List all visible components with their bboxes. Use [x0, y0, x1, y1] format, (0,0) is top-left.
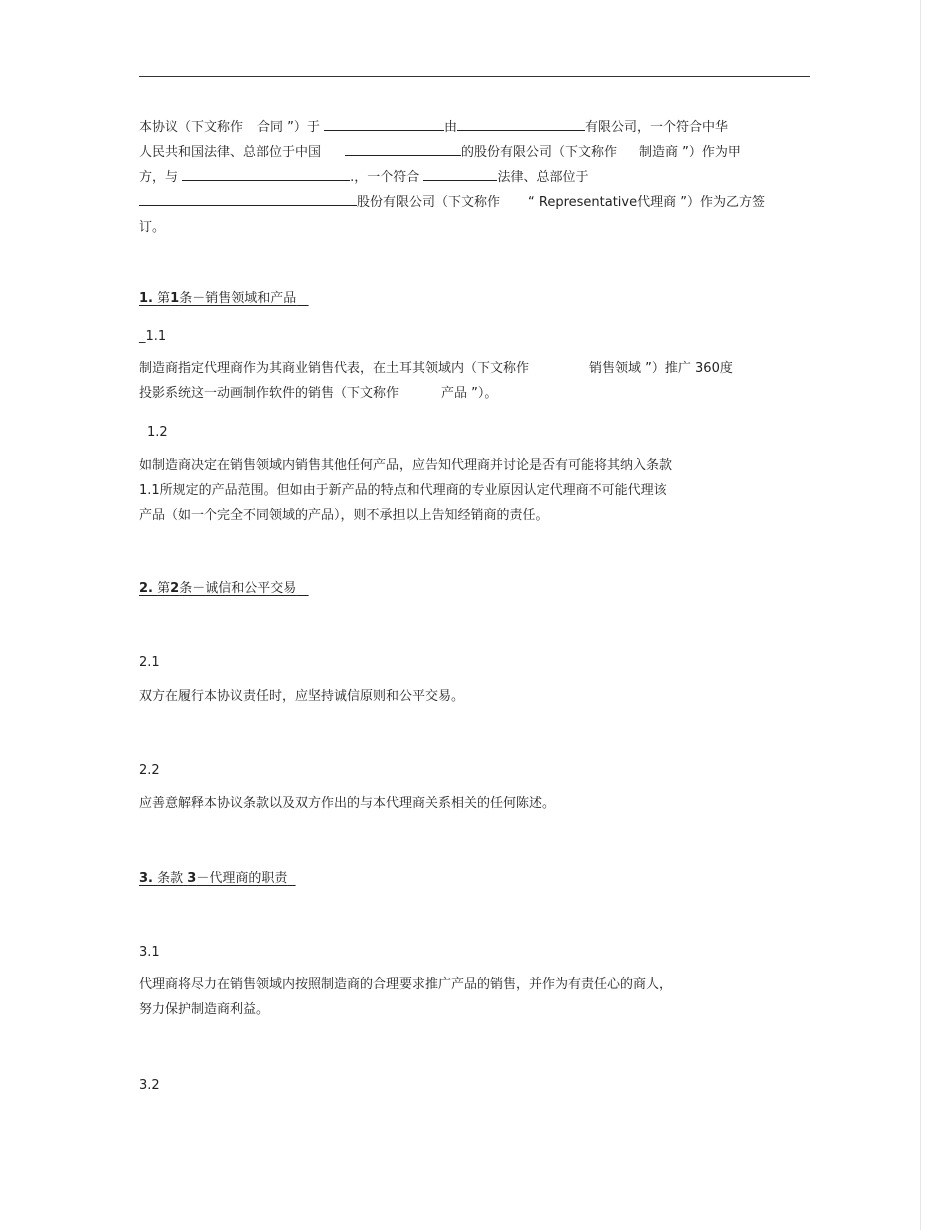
- preamble-text: 有限公司，一个符合中华: [585, 120, 729, 135]
- clause-3-2-number: 3.2: [139, 1078, 160, 1093]
- preamble-text: “ Representative代理商 ”）作为乙方签: [528, 195, 765, 210]
- clause-line: 如制造商决定在销售领域内销售其他任何产品，应告知代理商并讨论是否有可能将其纳入条款: [139, 458, 673, 473]
- clause-2-1-number: 2.1: [139, 655, 160, 670]
- heading-number: 3.: [139, 871, 153, 886]
- preamble-paragraph: [139, 115, 765, 240]
- clause-line: 代理商将尽力在销售领域内按照制造商的合理要求推广产品的销售，并作为有责任心的商人，: [139, 977, 673, 992]
- section-2-heading: [139, 580, 309, 597]
- section-3-heading: [139, 870, 296, 887]
- clause-line: [139, 381, 733, 406]
- preamble-line-2: [139, 140, 765, 165]
- manufacturer-address-blank: [345, 141, 461, 156]
- preamble-line-5: [139, 215, 765, 240]
- section-1-heading: [139, 290, 309, 307]
- heading-text: 第: [157, 581, 171, 596]
- preamble-text: 人民共和国法律、总部位于中国: [139, 145, 322, 160]
- header-rule: [139, 76, 810, 77]
- clause-1-1-number: _1.1: [139, 329, 167, 344]
- clause-2-2-number: 2.2: [139, 763, 160, 778]
- heading-number: 2.: [139, 581, 153, 596]
- preamble-text: 法律、总部位于: [497, 170, 589, 185]
- heading-article-number: 3: [187, 871, 197, 886]
- preamble-text: 制造商 ”）作为甲: [639, 145, 741, 160]
- clause-2-1-text: 双方在履行本协议责任时，应坚持诚信原则和公平交易。: [139, 689, 465, 704]
- representative-address-blank: [139, 191, 357, 206]
- preamble-text: 合同 ”）于: [257, 120, 320, 135]
- preamble-text: 股份有限公司（下文称作: [357, 195, 501, 210]
- clause-line: 1.1所规定的产品范围。但如由于新产品的特点和代理商的专业原因认定代理商不可能代理该: [139, 483, 667, 498]
- preamble-line-3: [139, 165, 765, 190]
- clause-1-2-number: 1.2: [147, 425, 168, 440]
- date-blank: [324, 116, 444, 131]
- clause-3-1-number: 3.1: [139, 945, 160, 960]
- preamble-text: 订。: [139, 220, 166, 235]
- preamble-text: .，一个符合: [350, 170, 420, 185]
- heading-text: 条－销售领域和产品: [179, 291, 297, 306]
- heading-text: 第: [157, 291, 171, 306]
- clause-line: [139, 356, 733, 381]
- clause-text: 产品 ”）。: [441, 386, 498, 401]
- clause-text: 销售领域 ”）推广: [589, 361, 691, 376]
- clause-text: 360度: [695, 361, 733, 376]
- preamble-text: 方，与: [139, 170, 179, 185]
- preamble-text: 由: [444, 120, 458, 135]
- clause-1-2-text: [139, 453, 672, 528]
- heading-article-number: 1: [170, 291, 180, 306]
- manufacturer-name-blank: [457, 116, 585, 131]
- clause-text: 制造商指定代理商作为其商业销售代表，在土耳其领域内（下文称作: [139, 361, 530, 376]
- heading-text: 条－诚信和公平交易: [179, 581, 297, 596]
- heading-text: 条款: [157, 871, 184, 886]
- clause-line: 努力保护制造商利益。: [139, 1002, 270, 1017]
- clause-line: 产品（如一个完全不同领域的产品），则不承担以上告知经销商的责任。: [139, 508, 549, 523]
- heading-text: －代理商的职责: [196, 871, 288, 886]
- preamble-text: 的股份有限公司（下文称作: [461, 145, 618, 160]
- jurisdiction-blank: [423, 166, 497, 181]
- representative-name-blank: [182, 166, 350, 181]
- clause-1-1-text: [139, 356, 733, 406]
- preamble-line-4: [139, 190, 765, 215]
- clause-2-2-text: 应善意解释本协议条款以及双方作出的与本代理商关系相关的任何陈述。: [139, 796, 556, 811]
- heading-article-number: 2: [170, 581, 180, 596]
- page-edge: [920, 0, 921, 1230]
- clause-3-1-text: [139, 972, 672, 1022]
- preamble-text: 本协议（下文称作: [139, 120, 244, 135]
- preamble-line-1: [139, 115, 765, 140]
- clause-text: 投影系统这一动画制作软件的销售（下文称作: [139, 386, 400, 401]
- heading-number: 1.: [139, 291, 153, 306]
